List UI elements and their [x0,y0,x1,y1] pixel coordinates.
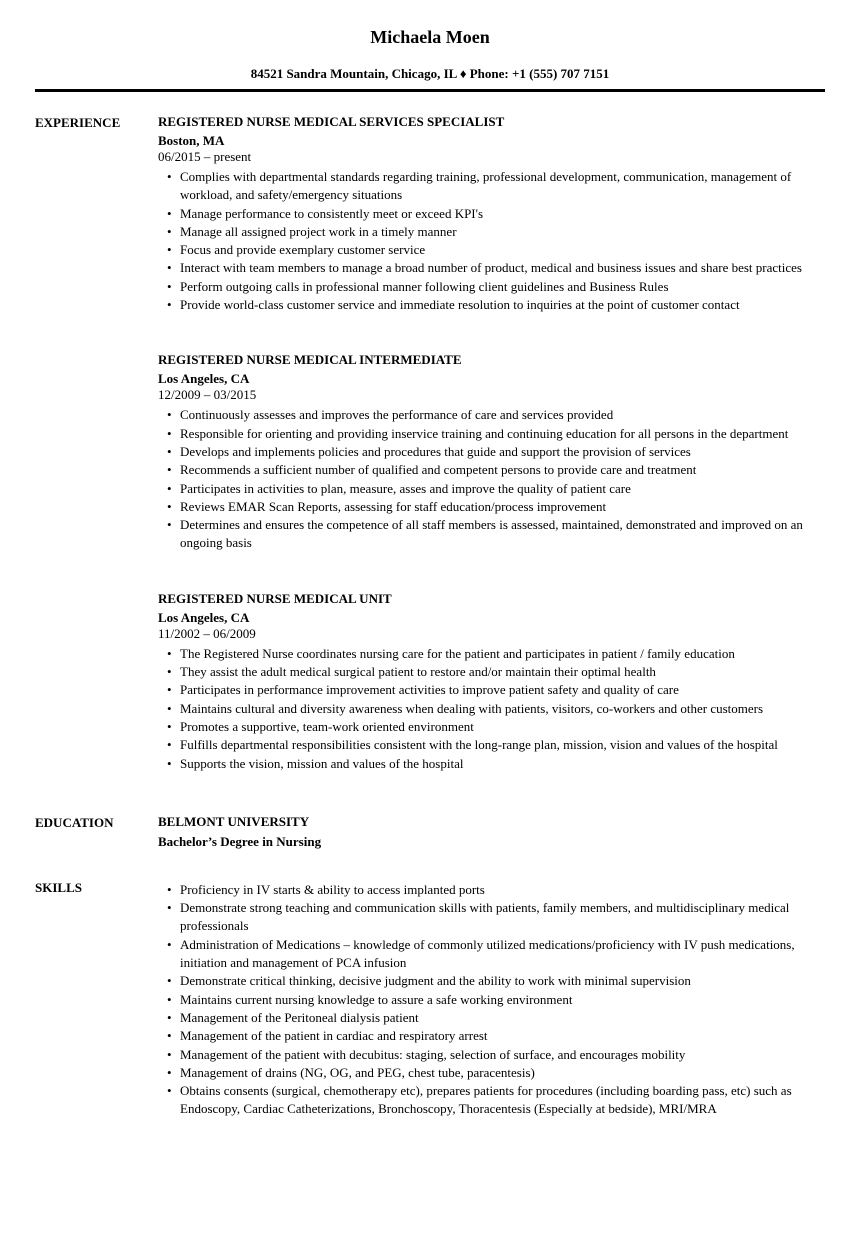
bullet-item: • Reviews EMAR Scan Reports, assessing for staff education/process improvement [180,498,825,516]
education-degree: Bachelor’s Degree in Nursing [158,833,322,849]
skills-bullet-list [158,881,825,1119]
bullet-item: • Recommends a sufficient number of qualified and competent persons to provide care and treatment [180,461,825,479]
education-school: BELMONT UNIVERSITY [158,813,310,829]
bullet-item: • Fulfills departmental responsibilities consistent with the long-range plan, mission, vision and values of the hospital [180,736,825,754]
job-location: Los Angeles, CA [158,609,250,625]
skill-item: • Management of the patient with decubitus: staging, selection of surface, and encourages mobility [180,1046,825,1064]
bullet-item: • Focus and provide exemplary customer service [180,241,825,259]
job-entry-1 [158,113,825,314]
header-divider [35,89,825,92]
bullet-item: • Maintains cultural and diversity awareness when dealing with patients, visitors, co-workers and other customers [180,700,825,718]
skill-item: • Management of drains (NG, OG, and PEG, chest tube, paracentesis) [180,1064,825,1082]
education-section [35,813,825,850]
skill-item: • Obtains consents (surgical, chemotherapy etc), prepares patients for procedures (including boarding pass, etc) such as Endoscopy, Cardiac Catheterizations, Bronchoscopy, Thoracentesis (Especially at bedside), MRI/MRA [180,1082,825,1119]
skill-item: • Administration of Medications – knowledge of commonly utilized medications/proficiency with IV push medications, initiation and management of PCA infusion [180,936,825,973]
bullet-item: • Participates in activities to plan, measure, asses and improve the quality of patient care [180,480,825,498]
bullet-item: • Supports the vision, mission and values of the hospital [180,755,825,773]
bullet-item: • Determines and ensures the competence of all staff members is assessed, maintained, demonstrated and improved on an ongoing basis [180,516,825,553]
skills-section-label: SKILLS [35,879,82,895]
job-dates: 06/2015 – present [158,149,252,164]
experience-section-label: EXPERIENCE [35,115,121,130]
bullet-item: • Perform outgoing calls in professional manner following client guidelines and Business Rules [180,278,825,296]
bullet-item: • They assist the adult medical surgical patient to restore and/or maintain their optimal health [180,663,825,681]
job-title: REGISTERED NURSE MEDICAL UNIT [158,590,392,606]
job-bullet-list [158,645,825,773]
skills-content [158,878,825,1119]
bullet-item: • Interact with team members to manage a broad number of product, medical and business issues and share best practices [180,259,825,277]
candidate-name: Michaela Moen [370,27,490,47]
job-dates: 11/2002 – 06/2009 [158,625,256,641]
skill-item: • Management of the patient in cardiac and respiratory arrest [180,1027,825,1045]
skill-item: • Management of the Peritoneal dialysis patient [180,1009,825,1027]
bullet-item: • Participates in performance improvement activities to improve patient safety and quality of care [180,681,825,699]
job-bullet-list [158,168,825,314]
bullet-item: • Provide world-class customer service and immediate resolution to inquiries at the point of customer contact [180,296,825,314]
skill-item: • Demonstrate strong teaching and communication skills with patients, family members, and multidisciplinary medical professionals [180,899,825,936]
bullet-item: • Complies with departmental standards regarding training, professional development, communication, management of workload, and safety/emergency situations [180,168,825,205]
bullet-item: • Continuously assesses and improves the performance of care and services provided [180,406,825,424]
bullet-item: • Promotes a supportive, team-work oriented environment [180,718,825,736]
job-dates: 12/2009 – 03/2015 [158,387,257,403]
bullet-item: • Manage all assigned project work in a timely manner [180,223,825,241]
experience-section [35,113,825,773]
bullet-item: • The Registered Nurse coordinates nursing care for the patient and participates in patient / family education [180,645,825,663]
job-title: REGISTERED NURSE MEDICAL SERVICES SPECIALIST [158,114,505,129]
job-title: REGISTERED NURSE MEDICAL INTERMEDIATE [158,352,462,368]
job-bullet-list [158,406,825,552]
education-section-label: EDUCATION [35,814,114,830]
job-entry-2 [158,351,825,552]
skill-item: • Proficiency in IV starts & ability to access implanted ports [180,881,825,899]
bullet-item: • Develops and implements policies and procedures that guide and support the provision of services [180,443,825,461]
education-content [158,813,825,850]
resume-header [35,26,825,92]
bullet-item: • Manage performance to consistently meet or exceed KPI's [180,205,825,223]
skill-item: • Maintains current nursing knowledge to assure a safe working environment [180,991,825,1009]
experience-content [158,113,825,773]
job-entry-3 [158,590,825,773]
job-location: Boston, MA [158,133,225,148]
bullet-item: • Responsible for orienting and providing inservice training and continuing education for all persons in the department [180,425,825,443]
skills-section [35,878,825,1119]
contact-line: 84521 Sandra Mountain, Chicago, IL ♦ Phone: +1 (555) 707 7151 [250,66,610,81]
skill-item: • Demonstrate critical thinking, decisive judgment and the ability to work with minimal supervision [180,972,825,990]
job-location: Los Angeles, CA [158,371,250,387]
